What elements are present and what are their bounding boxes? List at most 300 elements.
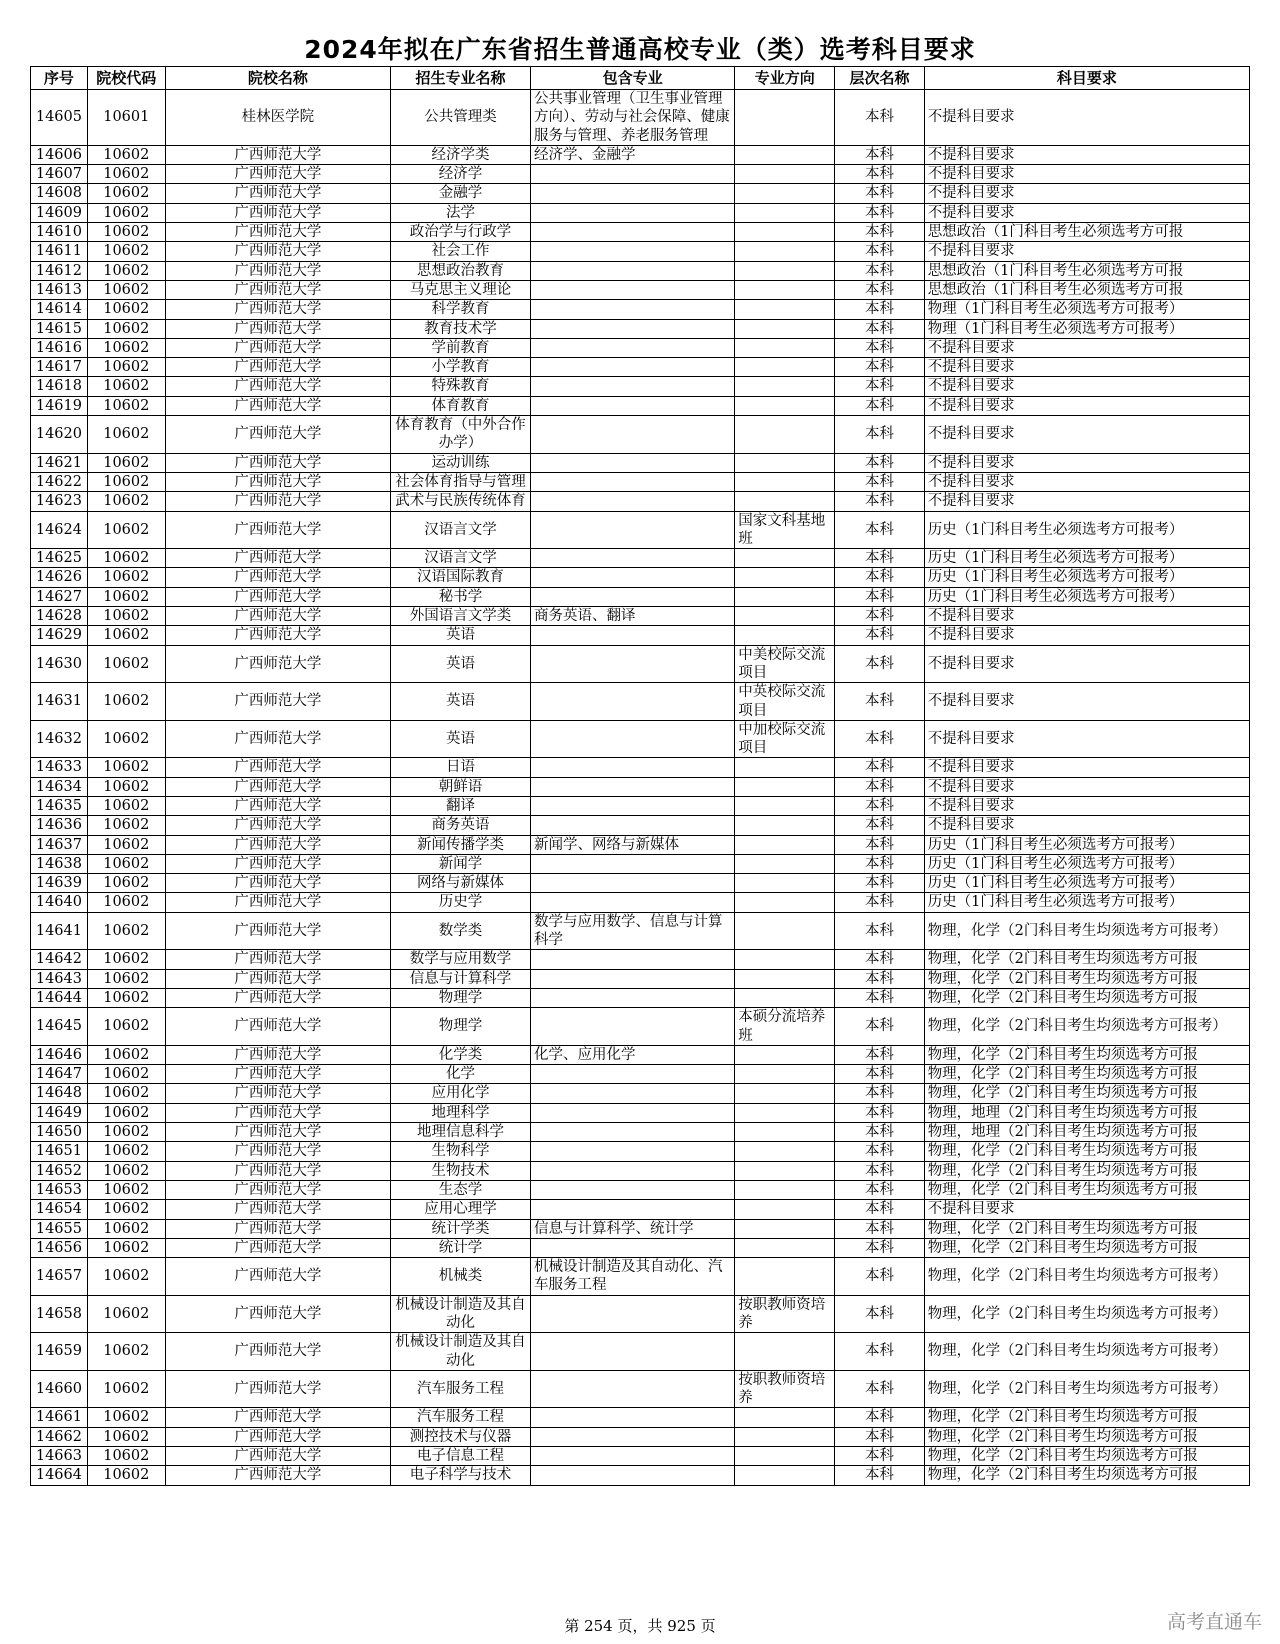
cell-no: 14651 xyxy=(31,1142,88,1161)
cell-school: 广西师范大学 xyxy=(165,720,390,758)
cell-code: 10602 xyxy=(87,874,165,893)
cell-school: 广西师范大学 xyxy=(165,1065,390,1084)
cell-code: 10602 xyxy=(87,1333,165,1371)
cell-major: 应用化学 xyxy=(391,1084,531,1103)
cell-no: 14608 xyxy=(31,184,88,203)
cell-major: 物理学 xyxy=(391,988,531,1007)
cell-direction xyxy=(735,988,835,1007)
cell-level: 本科 xyxy=(835,835,924,854)
cell-requirement: 不提科目要求 xyxy=(924,358,1249,377)
cell-level: 本科 xyxy=(835,796,924,815)
cell-direction xyxy=(735,1427,835,1446)
cell-no: 14613 xyxy=(31,280,88,299)
cell-code: 10602 xyxy=(87,1161,165,1180)
cell-code: 10602 xyxy=(87,1180,165,1199)
cell-code: 10602 xyxy=(87,568,165,587)
cell-code: 10602 xyxy=(87,645,165,683)
cell-level: 本科 xyxy=(835,300,924,319)
cell-direction xyxy=(735,1065,835,1084)
cell-school: 广西师范大学 xyxy=(165,1427,390,1446)
cell-direction xyxy=(735,300,835,319)
cell-school: 广西师范大学 xyxy=(165,1045,390,1064)
cell-direction xyxy=(735,1466,835,1485)
cell-level: 本科 xyxy=(835,626,924,645)
cell-code: 10602 xyxy=(87,1084,165,1103)
cell-no: 14622 xyxy=(31,472,88,491)
cell-school: 广西师范大学 xyxy=(165,607,390,626)
cell-requirement: 历史（1门科目考生必须选考方可报考） xyxy=(924,587,1249,606)
table-row xyxy=(31,1333,1250,1371)
cell-includes xyxy=(531,587,735,606)
cell-code: 10602 xyxy=(87,969,165,988)
cell-requirement: 不提科目要求 xyxy=(924,758,1249,777)
cell-no: 14610 xyxy=(31,223,88,242)
cell-direction xyxy=(735,1180,835,1199)
cell-level: 本科 xyxy=(835,377,924,396)
cell-school: 广西师范大学 xyxy=(165,145,390,164)
cell-requirement: 物理，化学（2门科目考生均须选考方可报 xyxy=(924,1466,1249,1485)
cell-requirement: 物理，化学（2门科目考生均须选考方可报 xyxy=(924,1065,1249,1084)
table-row xyxy=(31,893,1250,912)
table-row xyxy=(31,1408,1250,1427)
cell-includes xyxy=(531,1065,735,1084)
cell-requirement: 物理，化学（2门科目考生均须选考方可报 xyxy=(924,1180,1249,1199)
cell-code: 10602 xyxy=(87,912,165,950)
cell-requirement: 不提科目要求 xyxy=(924,377,1249,396)
table-row xyxy=(31,319,1250,338)
cell-major: 科学教育 xyxy=(391,300,531,319)
cell-level: 本科 xyxy=(835,453,924,472)
cell-level: 本科 xyxy=(835,874,924,893)
cell-no: 14659 xyxy=(31,1333,88,1371)
cell-major: 公共管理类 xyxy=(391,90,531,146)
cell-level: 本科 xyxy=(835,1200,924,1219)
cell-school: 广西师范大学 xyxy=(165,969,390,988)
cell-includes xyxy=(531,720,735,758)
cell-major: 地理科学 xyxy=(391,1103,531,1122)
cell-school: 广西师范大学 xyxy=(165,1161,390,1180)
cell-major: 生物科学 xyxy=(391,1142,531,1161)
cell-no: 14644 xyxy=(31,988,88,1007)
table-row xyxy=(31,607,1250,626)
cell-level: 本科 xyxy=(835,1238,924,1257)
cell-requirement: 物理，化学（2门科目考生均须选考方可报考） xyxy=(924,1333,1249,1371)
cell-direction xyxy=(735,587,835,606)
cell-no: 14660 xyxy=(31,1370,88,1408)
cell-major: 机械类 xyxy=(391,1258,531,1296)
cell-no: 14611 xyxy=(31,242,88,261)
cell-includes xyxy=(531,396,735,415)
table-row xyxy=(31,1427,1250,1446)
cell-school: 广西师范大学 xyxy=(165,165,390,184)
cell-school: 广西师范大学 xyxy=(165,377,390,396)
cell-major: 翻译 xyxy=(391,796,531,815)
cell-includes xyxy=(531,472,735,491)
table-row xyxy=(31,1447,1250,1466)
cell-direction xyxy=(735,1219,835,1238)
table-row xyxy=(31,912,1250,950)
cell-includes xyxy=(531,626,735,645)
cell-includes xyxy=(531,1161,735,1180)
cell-level: 本科 xyxy=(835,145,924,164)
cell-school: 广西师范大学 xyxy=(165,854,390,873)
cell-major: 外国语言文学类 xyxy=(391,607,531,626)
cell-requirement: 物理，化学（2门科目考生均须选考方可报 xyxy=(924,1084,1249,1103)
cell-includes: 信息与计算科学、统计学 xyxy=(531,1219,735,1238)
cell-includes: 经济学、金融学 xyxy=(531,145,735,164)
cell-major: 学前教育 xyxy=(391,338,531,357)
table-row xyxy=(31,720,1250,758)
cell-no: 14617 xyxy=(31,358,88,377)
cell-code: 10602 xyxy=(87,358,165,377)
cell-includes xyxy=(531,1200,735,1219)
cell-major: 网络与新媒体 xyxy=(391,874,531,893)
table-row xyxy=(31,1103,1250,1122)
cell-school: 广西师范大学 xyxy=(165,874,390,893)
cell-direction xyxy=(735,223,835,242)
cell-code: 10602 xyxy=(87,338,165,357)
cell-requirement: 历史（1门科目考生必须选考方可报考） xyxy=(924,568,1249,587)
cell-no: 14643 xyxy=(31,969,88,988)
header-level: 层次名称 xyxy=(835,67,924,90)
cell-direction xyxy=(735,607,835,626)
cell-no: 14626 xyxy=(31,568,88,587)
header-major: 招生专业名称 xyxy=(391,67,531,90)
cell-includes: 化学、应用化学 xyxy=(531,1045,735,1064)
cell-includes xyxy=(531,874,735,893)
cell-major: 统计学类 xyxy=(391,1219,531,1238)
cell-major: 经济学类 xyxy=(391,145,531,164)
cell-school: 广西师范大学 xyxy=(165,1142,390,1161)
cell-no: 14619 xyxy=(31,396,88,415)
cell-requirement: 不提科目要求 xyxy=(924,645,1249,683)
cell-no: 14607 xyxy=(31,165,88,184)
cell-school: 广西师范大学 xyxy=(165,300,390,319)
cell-major: 马克思主义理论 xyxy=(391,280,531,299)
cell-direction xyxy=(735,777,835,796)
table-row xyxy=(31,1258,1250,1296)
table-row xyxy=(31,796,1250,815)
cell-school: 广西师范大学 xyxy=(165,758,390,777)
cell-code: 10602 xyxy=(87,988,165,1007)
cell-school: 广西师范大学 xyxy=(165,511,390,549)
cell-school: 桂林医学院 xyxy=(165,90,390,146)
cell-no: 14649 xyxy=(31,1103,88,1122)
cell-level: 本科 xyxy=(835,416,924,454)
cell-major: 汉语言文学 xyxy=(391,511,531,549)
cell-code: 10602 xyxy=(87,720,165,758)
cell-no: 14645 xyxy=(31,1008,88,1046)
cell-no: 14632 xyxy=(31,720,88,758)
cell-code: 10602 xyxy=(87,816,165,835)
cell-no: 14635 xyxy=(31,796,88,815)
table-row xyxy=(31,950,1250,969)
cell-no: 14624 xyxy=(31,511,88,549)
cell-level: 本科 xyxy=(835,1065,924,1084)
cell-school: 广西师范大学 xyxy=(165,1447,390,1466)
cell-direction xyxy=(735,1333,835,1371)
cell-code: 10602 xyxy=(87,683,165,721)
cell-requirement: 不提科目要求 xyxy=(924,203,1249,222)
cell-requirement: 物理，化学（2门科目考生均须选考方可报 xyxy=(924,1142,1249,1161)
cell-major: 信息与计算科学 xyxy=(391,969,531,988)
cell-level: 本科 xyxy=(835,319,924,338)
cell-school: 广西师范大学 xyxy=(165,1200,390,1219)
cell-major: 商务英语 xyxy=(391,816,531,835)
cell-includes xyxy=(531,1238,735,1257)
table-row xyxy=(31,1180,1250,1199)
table-row xyxy=(31,1238,1250,1257)
table-row xyxy=(31,816,1250,835)
cell-code: 10602 xyxy=(87,1142,165,1161)
header-school: 院校名称 xyxy=(165,67,390,90)
cell-major: 物理学 xyxy=(391,1008,531,1046)
cell-requirement: 历史（1门科目考生必须选考方可报考） xyxy=(924,893,1249,912)
cell-school: 广西师范大学 xyxy=(165,777,390,796)
table-row xyxy=(31,988,1250,1007)
cell-major: 秘书学 xyxy=(391,587,531,606)
table-header-row xyxy=(31,67,1250,90)
cell-includes xyxy=(531,816,735,835)
cell-direction: 中英校际交流项目 xyxy=(735,683,835,721)
cell-level: 本科 xyxy=(835,1447,924,1466)
cell-no: 14609 xyxy=(31,203,88,222)
cell-major: 汽车服务工程 xyxy=(391,1408,531,1427)
cell-direction xyxy=(735,90,835,146)
cell-school: 广西师范大学 xyxy=(165,1466,390,1485)
cell-code: 10602 xyxy=(87,835,165,854)
cell-requirement: 不提科目要求 xyxy=(924,796,1249,815)
cell-no: 14664 xyxy=(31,1466,88,1485)
cell-code: 10602 xyxy=(87,893,165,912)
cell-level: 本科 xyxy=(835,1103,924,1122)
table-row xyxy=(31,1045,1250,1064)
cell-major: 思想政治教育 xyxy=(391,261,531,280)
cell-includes xyxy=(531,1142,735,1161)
cell-major: 机械设计制造及其自动化 xyxy=(391,1295,531,1333)
cell-includes xyxy=(531,1466,735,1485)
cell-includes xyxy=(531,758,735,777)
cell-level: 本科 xyxy=(835,203,924,222)
cell-no: 14615 xyxy=(31,319,88,338)
cell-major: 测控技术与仪器 xyxy=(391,1427,531,1446)
cell-level: 本科 xyxy=(835,1161,924,1180)
cell-includes xyxy=(531,377,735,396)
cell-includes: 公共事业管理（卫生事业管理方向）、劳动与社会保障、健康服务与管理、养老服务管理 xyxy=(531,90,735,146)
cell-code: 10602 xyxy=(87,300,165,319)
cell-direction xyxy=(735,203,835,222)
table-row xyxy=(31,203,1250,222)
cell-level: 本科 xyxy=(835,358,924,377)
cell-level: 本科 xyxy=(835,165,924,184)
cell-direction xyxy=(735,568,835,587)
cell-direction xyxy=(735,1447,835,1466)
table-row xyxy=(31,777,1250,796)
cell-requirement: 历史（1门科目考生必须选考方可报考） xyxy=(924,835,1249,854)
cell-major: 英语 xyxy=(391,720,531,758)
cell-direction xyxy=(735,492,835,511)
cell-major: 汉语言文学 xyxy=(391,549,531,568)
cell-direction xyxy=(735,626,835,645)
cell-includes xyxy=(531,1427,735,1446)
cell-code: 10602 xyxy=(87,1103,165,1122)
cell-code: 10602 xyxy=(87,587,165,606)
cell-school: 广西师范大学 xyxy=(165,549,390,568)
cell-level: 本科 xyxy=(835,607,924,626)
cell-no: 14606 xyxy=(31,145,88,164)
cell-major: 应用心理学 xyxy=(391,1200,531,1219)
cell-no: 14662 xyxy=(31,1427,88,1446)
table-row xyxy=(31,511,1250,549)
cell-requirement: 不提科目要求 xyxy=(924,816,1249,835)
cell-level: 本科 xyxy=(835,242,924,261)
cell-includes xyxy=(531,1084,735,1103)
cell-requirement: 不提科目要求 xyxy=(924,184,1249,203)
cell-no: 14661 xyxy=(31,1408,88,1427)
cell-school: 广西师范大学 xyxy=(165,1219,390,1238)
cell-major: 新闻学 xyxy=(391,854,531,873)
cell-requirement: 思想政治（1门科目考生必须选考方可报 xyxy=(924,223,1249,242)
cell-major: 电子科学与技术 xyxy=(391,1466,531,1485)
cell-includes xyxy=(531,223,735,242)
cell-no: 14627 xyxy=(31,587,88,606)
cell-code: 10602 xyxy=(87,280,165,299)
cell-direction xyxy=(735,969,835,988)
cell-school: 广西师范大学 xyxy=(165,912,390,950)
cell-major: 历史学 xyxy=(391,893,531,912)
cell-major: 社会体育指导与管理 xyxy=(391,472,531,491)
cell-major: 特殊教育 xyxy=(391,377,531,396)
cell-requirement: 不提科目要求 xyxy=(924,396,1249,415)
table-row xyxy=(31,1370,1250,1408)
cell-major: 机械设计制造及其自动化 xyxy=(391,1333,531,1371)
cell-level: 本科 xyxy=(835,396,924,415)
cell-no: 14656 xyxy=(31,1238,88,1257)
cell-level: 本科 xyxy=(835,912,924,950)
cell-level: 本科 xyxy=(835,1180,924,1199)
cell-includes xyxy=(531,165,735,184)
cell-no: 14605 xyxy=(31,90,88,146)
cell-no: 14625 xyxy=(31,549,88,568)
cell-code: 10602 xyxy=(87,1045,165,1064)
cell-includes xyxy=(531,280,735,299)
cell-level: 本科 xyxy=(835,587,924,606)
cell-code: 10602 xyxy=(87,1427,165,1446)
cell-requirement: 不提科目要求 xyxy=(924,777,1249,796)
cell-code: 10602 xyxy=(87,1238,165,1257)
cell-requirement: 历史（1门科目考生必须选考方可报考） xyxy=(924,854,1249,873)
cell-direction xyxy=(735,338,835,357)
cell-no: 14642 xyxy=(31,950,88,969)
cell-includes xyxy=(531,893,735,912)
cell-school: 广西师范大学 xyxy=(165,1180,390,1199)
cell-level: 本科 xyxy=(835,1427,924,1446)
cell-requirement: 不提科目要求 xyxy=(924,720,1249,758)
cell-includes xyxy=(531,988,735,1007)
cell-no: 14614 xyxy=(31,300,88,319)
cell-level: 本科 xyxy=(835,184,924,203)
table-row xyxy=(31,261,1250,280)
cell-no: 14647 xyxy=(31,1065,88,1084)
requirements-table xyxy=(30,66,1250,1486)
cell-requirement: 物理（1门科目考生必须选考方可报考） xyxy=(924,300,1249,319)
table-row xyxy=(31,568,1250,587)
cell-code: 10602 xyxy=(87,796,165,815)
cell-level: 本科 xyxy=(835,338,924,357)
cell-direction xyxy=(735,1084,835,1103)
table-row xyxy=(31,416,1250,454)
cell-direction xyxy=(735,1200,835,1219)
cell-level: 本科 xyxy=(835,492,924,511)
cell-school: 广西师范大学 xyxy=(165,492,390,511)
cell-code: 10602 xyxy=(87,184,165,203)
cell-major: 生态学 xyxy=(391,1180,531,1199)
cell-school: 广西师范大学 xyxy=(165,1408,390,1427)
cell-code: 10602 xyxy=(87,416,165,454)
cell-direction xyxy=(735,1045,835,1064)
cell-direction xyxy=(735,416,835,454)
cell-code: 10602 xyxy=(87,1258,165,1296)
cell-major: 体育教育 xyxy=(391,396,531,415)
cell-requirement: 不提科目要求 xyxy=(924,492,1249,511)
cell-no: 14629 xyxy=(31,626,88,645)
table-row xyxy=(31,1084,1250,1103)
cell-no: 14646 xyxy=(31,1045,88,1064)
table-row xyxy=(31,1123,1250,1142)
table-row xyxy=(31,683,1250,721)
page-footer: 第 254 页，共 925 页 xyxy=(564,1617,716,1635)
cell-includes xyxy=(531,416,735,454)
cell-requirement: 物理，化学（2门科目考生均须选考方可报 xyxy=(924,1219,1249,1238)
header-no: 序号 xyxy=(31,67,88,90)
cell-requirement: 物理，地理（2门科目考生均须选考方可报 xyxy=(924,1103,1249,1122)
table-row xyxy=(31,145,1250,164)
cell-level: 本科 xyxy=(835,683,924,721)
cell-school: 广西师范大学 xyxy=(165,1123,390,1142)
cell-school: 广西师范大学 xyxy=(165,1295,390,1333)
cell-level: 本科 xyxy=(835,1370,924,1408)
cell-major: 统计学 xyxy=(391,1238,531,1257)
cell-code: 10602 xyxy=(87,1219,165,1238)
cell-level: 本科 xyxy=(835,988,924,1007)
cell-includes xyxy=(531,796,735,815)
cell-includes xyxy=(531,854,735,873)
cell-includes xyxy=(531,645,735,683)
table-row xyxy=(31,1065,1250,1084)
cell-school: 广西师范大学 xyxy=(165,950,390,969)
cell-no: 14621 xyxy=(31,453,88,472)
cell-level: 本科 xyxy=(835,854,924,873)
cell-requirement: 物理，化学（2门科目考生均须选考方可报 xyxy=(924,950,1249,969)
header-requirement: 科目要求 xyxy=(924,67,1249,90)
table-row xyxy=(31,358,1250,377)
cell-direction: 国家文科基地班 xyxy=(735,511,835,549)
cell-major: 社会工作 xyxy=(391,242,531,261)
cell-direction xyxy=(735,1238,835,1257)
cell-level: 本科 xyxy=(835,1008,924,1046)
cell-includes xyxy=(531,1103,735,1122)
cell-includes xyxy=(531,319,735,338)
cell-major: 教育技术学 xyxy=(391,319,531,338)
table-row xyxy=(31,1161,1250,1180)
cell-no: 14658 xyxy=(31,1295,88,1333)
cell-includes xyxy=(531,203,735,222)
cell-requirement: 不提科目要求 xyxy=(924,472,1249,491)
table-row xyxy=(31,472,1250,491)
cell-level: 本科 xyxy=(835,549,924,568)
cell-school: 广西师范大学 xyxy=(165,280,390,299)
cell-direction xyxy=(735,912,835,950)
